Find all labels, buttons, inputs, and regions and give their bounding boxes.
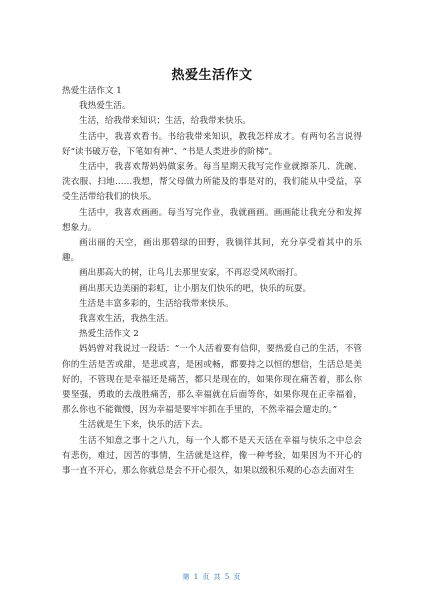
paragraph-4: 生活中，我喜欢看书。书给我带来知识，教我怎样成才。有两句名言说得好“读书破万卷，下笔如有神”、“书是人类进步的阶梯”。 — [62, 131, 362, 157]
paragraph-11: 我喜欢生活，我热生活。 — [79, 314, 174, 325]
paragraph-10: 生活是丰富多彩的，生活给我带来快乐。 — [79, 298, 234, 309]
paragraph-13: 妈妈曾对我说过一段话：“一个人活着要有信仰，要热爱自己的生活，不管你的生活是苦或甜，是悲或喜，是困或畅，都要持之以恒的想信，生活总是美好的，不管现在是幸福还是痛苦，都只是现在的，如果你现在痛苦着，那么你要坚强，勇敢的去战胜痛苦，那么幸福就在后面等你，如果你现在正幸福着，那么你也不能微慢，因为幸福是要牢牢抓在手里的，不然幸福会遛走的。” — [62, 344, 362, 416]
paragraph-5: 生活中，我喜欢帮妈妈做家务。每当星期天我写完作业就擦茶几、洗碗、洗衣服、扫地……我想，帮父母做力所能及的事是对的，我们能从中受益，享受生活带给我们的快乐。 — [62, 162, 362, 203]
page-footer: 第 1 页 共 5 页 — [182, 573, 242, 581]
paragraph-8: 画出那高大的树，让鸟儿去那里安家，不再忍受风吹雨打。 — [79, 268, 303, 279]
paragraph-3: 生活，给我带来知识；生活，给我带来快乐。 — [79, 116, 251, 127]
paragraph-9: 画出那天边美丽的彩虹，让小朋友们快乐的吧，快乐的玩耍。 — [79, 283, 312, 294]
paragraph-15: 生活不知意之事十之八九，每一个人都不是天天活在幸福与快乐之中总会有悲伤，难过，因苦的事情，生活就是这样，像一种考验，如果因为不开心的事一直不开心，那么你就总是会不开心很久，如果以级积乐观的心态去面对生 — [62, 435, 362, 477]
paragraph-6: 生活中，我喜欢画画。每当写完作业，我就画画。画画能让我充分和发挥想象力。 — [62, 207, 362, 233]
paragraph-1: 热爱生活作文 1 — [62, 86, 122, 96]
document-body — [62, 84, 362, 479]
page-title: 热爱生活作文 — [171, 68, 253, 83]
paragraph-7: 画出丽的天空，画出那碧绿的田野，我徜徉其间，充分享受着其中的乐趣。 — [62, 238, 362, 264]
paragraph-2: 我热爱生活。 — [79, 101, 131, 112]
paragraph-12: 热爱生活作文 2 — [79, 329, 139, 340]
paragraph-14: 生活就是生下来，快乐的活下去。 — [79, 420, 208, 431]
